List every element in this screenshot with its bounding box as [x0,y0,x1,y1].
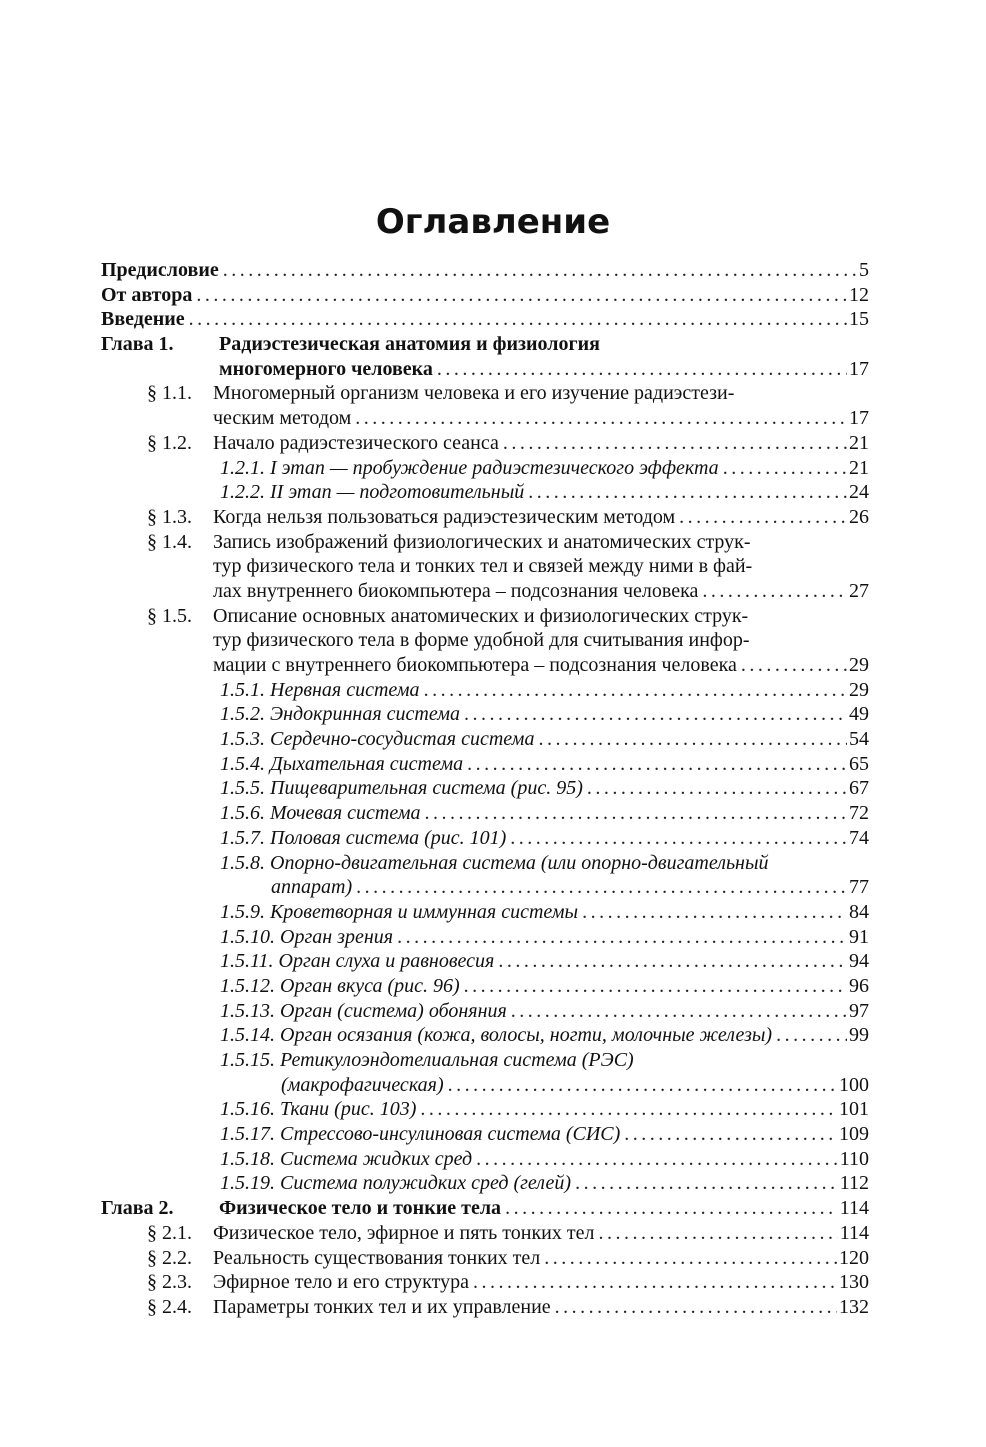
page-number: 17 [849,407,869,430]
entry-title: Эфирное тело и его структура [213,1271,469,1294]
dot-leader [575,1171,838,1196]
toc-line [101,554,869,579]
toc-entry[interactable] [101,480,869,505]
entry-text [220,678,869,703]
toc-line [101,875,869,900]
toc-line [101,974,869,999]
toc-line [101,702,869,727]
entry-text [220,900,869,925]
toc-entry[interactable] [101,801,869,826]
toc-line [101,801,869,826]
entry-text [220,999,869,1024]
toc-line [101,826,869,851]
page-title: Оглавление [375,202,611,242]
table-of-contents [101,258,869,1320]
toc-line [101,357,869,382]
dot-leader [437,357,847,382]
entry-text [213,1246,869,1271]
toc-entry[interactable] [101,1171,869,1196]
entry-title: 1.5.11. Орган слуха и равновесия [220,950,495,973]
entry-number: Глава 2. [101,1197,174,1220]
toc-line [101,258,869,283]
entry-title: лах внутреннего биокомпьютера – подсознания человека [213,579,699,602]
page-number: 114 [839,1197,869,1220]
entry-title: аппарат) [271,876,353,899]
entry-title: 1.5.5. Пищеварительная система (рис. 95) [220,777,583,800]
entry-text [219,1196,869,1221]
toc-entry[interactable] [101,1023,869,1048]
entry-text [213,431,869,456]
entry-title: 1.5.13. Орган (система) обоняния [220,999,507,1022]
entry-title: Физическое тело, эфирное и пять тонких тел [213,1221,595,1244]
toc-line [101,332,869,357]
toc-line [101,505,869,530]
toc-line [101,678,869,703]
dot-leader [587,776,847,801]
page-number: 24 [849,481,869,504]
page-number: 65 [849,752,869,775]
page-number: 27 [849,579,869,602]
toc-entry[interactable] [101,431,869,456]
entry-title: 1.2.2. II этап — подготовительный [220,481,525,504]
entry-text [220,1171,869,1196]
dot-leader [189,307,847,332]
toc-entry[interactable] [101,1048,869,1097]
toc-line [101,1023,869,1048]
toc-line [101,307,869,332]
page-number: 91 [849,925,869,948]
dot-leader [544,1246,837,1271]
page-number: 26 [849,505,869,528]
entry-title: 1.5.9. Кроветворная и иммунная системы [220,900,579,923]
entry-text [220,1023,869,1048]
toc-line [101,1246,869,1271]
toc-entry[interactable] [101,1221,869,1246]
dot-leader [511,999,847,1024]
page-number: 110 [839,1147,869,1170]
dot-leader [503,431,847,456]
dot-leader [510,826,847,851]
entry-number: § 1.5. [147,604,192,627]
toc-entry[interactable] [101,752,869,777]
page-number: 54 [849,728,869,751]
toc-line [101,480,869,505]
page-number: 96 [849,974,869,997]
toc-entry[interactable] [101,999,869,1024]
toc-entry[interactable] [101,381,869,430]
entry-text [213,653,869,678]
entry-title: 1.5.17. Стрессово-инсулиновая система (СИС) [220,1123,621,1146]
entry-text [220,776,869,801]
entry-title: 1.5.10. Орган зрения [220,925,394,948]
toc-line [101,1097,869,1122]
entry-number: § 1.2. [147,431,192,454]
toc-entry[interactable] [101,1097,869,1122]
page-number: 132 [839,1295,869,1318]
toc-line [101,900,869,925]
toc-entry[interactable] [101,1196,869,1221]
dot-leader [397,925,847,950]
toc-entry[interactable] [101,604,869,678]
dot-leader [448,1073,837,1098]
entry-title: Многомерный организм человека и его изучение радиэстези- [213,382,735,405]
toc-line [101,653,869,678]
entry-text [101,307,869,332]
entry-title: мации с внутреннего биокомпьютера – подсознания человека [213,654,737,676]
dot-leader [555,1295,837,1320]
entry-text [220,826,869,851]
entry-text [101,258,869,283]
entry-number: § 2.3. [147,1271,192,1294]
toc-line [101,851,869,876]
entry-number: § 2.1. [147,1221,192,1244]
toc-line [101,431,869,456]
entry-title: Начало радиэстезического сеанса [213,431,499,454]
entry-number: § 2.4. [147,1295,192,1318]
toc-entry[interactable] [101,925,869,950]
toc-entry[interactable] [101,1122,869,1147]
dot-leader [723,456,847,481]
page-number: 112 [839,1172,869,1195]
entry-title: 1.5.18. Система жидких сред [220,1147,473,1170]
entry-title: 1.5.14. Орган осязания (кожа, волосы, ногти, молочные железы) [220,1024,773,1047]
toc-line [101,1048,869,1073]
entry-title: Введение [101,308,185,331]
page-number: 99 [849,1024,869,1047]
entry-title: 1.2.1. I этап — пробуждение радиэстезического эффекта [220,456,719,479]
entry-title: 1.5.1. Нервная система [220,678,420,701]
entry-number: § 2.2. [147,1246,192,1269]
page-number: 84 [849,900,869,923]
entry-text [213,505,869,530]
toc-entry[interactable] [101,456,869,481]
entry-title: 1.5.2. Эндокринная система [220,703,460,726]
dot-leader [776,1023,847,1048]
dot-leader [741,653,847,678]
toc-entry[interactable] [101,727,869,752]
toc-line [101,604,869,629]
toc-entry[interactable] [101,678,869,703]
dot-leader [624,1122,837,1147]
entry-title: От автора [101,283,193,306]
page-number: 17 [849,357,869,380]
dot-leader [476,1147,838,1172]
entry-title: 1.5.15. Ретикулоэндотелиальная система (РЭС) [220,1049,634,1071]
toc-entry[interactable] [101,1270,869,1295]
toc-line [101,406,869,431]
dot-leader [424,678,847,703]
toc-entry[interactable] [101,283,869,308]
dot-leader [467,752,847,777]
toc-entry[interactable] [101,307,869,332]
toc-line [101,925,869,950]
entry-text [213,406,869,431]
entry-title: Описание основных анатомических и физиологических струк- [213,604,749,627]
page-number: 5 [859,259,869,281]
entry-title: тур физического тела и тонких тел и связей между ними в фай- [213,555,753,578]
entry-title: 1.5.8. Опорно-двигательная система (или опорно-двигательный [220,851,769,874]
toc-entry[interactable] [101,826,869,851]
page-number: 77 [849,876,869,899]
page-number: 109 [839,1123,869,1146]
dot-leader [464,702,847,727]
entry-title: (макрофагическая) [281,1073,444,1096]
toc-entry[interactable] [101,702,869,727]
entry-title: 1.5.16. Ткани (рис. 103) [220,1098,417,1121]
entry-text [213,1270,869,1295]
toc-line [101,776,869,801]
dot-leader [420,1097,837,1122]
entry-text [220,974,869,999]
entry-title: Физическое тело и тонкие тела [219,1197,502,1220]
toc-line [101,1270,869,1295]
toc-entry[interactable] [101,851,869,900]
page-number: 29 [849,654,869,676]
dot-leader [679,505,847,530]
entry-title: ческим методом [213,407,352,430]
dot-leader [498,949,847,974]
entry-text [220,1122,869,1147]
dot-leader [196,283,847,308]
dot-leader [424,801,847,826]
toc-line [101,628,869,653]
page-number: 120 [839,1246,869,1269]
toc-line [101,1147,869,1172]
entry-text [281,1073,869,1098]
entry-text [220,752,869,777]
page-number: 72 [849,802,869,825]
entry-text [220,1147,869,1172]
page-number: 67 [849,777,869,800]
entry-text [219,357,869,382]
toc-entry[interactable] [101,974,869,999]
page-number: 94 [849,950,869,973]
toc-line [101,1295,869,1320]
toc-line [101,456,869,481]
toc-entry[interactable] [101,776,869,801]
entry-number: § 1.1. [147,382,192,405]
entry-number: § 1.3. [147,505,192,528]
entry-number: § 1.4. [147,530,192,553]
page-number: 21 [849,456,869,479]
entry-title: Когда нельзя пользоваться радиэстезическим методом [213,505,676,528]
page-number: 15 [849,308,869,331]
entry-text [101,283,869,308]
entry-title: Радиэстезическая анатомия и физиология [219,333,600,356]
entry-text [271,875,869,900]
dot-leader [473,1270,837,1295]
page-number: 74 [849,826,869,849]
toc-line [101,1073,869,1098]
dot-leader [223,258,857,283]
toc-line [101,999,869,1024]
page-number: 29 [849,678,869,701]
entry-text [220,801,869,826]
dot-leader [356,875,847,900]
toc-line [101,579,869,604]
toc-entry[interactable] [101,505,869,530]
entry-text [213,1221,869,1246]
dot-leader [582,900,847,925]
page-number: 12 [849,283,869,306]
entry-number: Глава 1. [101,333,174,356]
toc-entry[interactable] [101,1295,869,1320]
entry-text [220,702,869,727]
dot-leader [702,579,847,604]
toc-entry[interactable] [101,1246,869,1271]
toc-line [101,1171,869,1196]
page-number: 130 [839,1271,869,1294]
entry-title: Предисловие [101,259,219,281]
dot-leader [528,480,847,505]
page-number: 100 [839,1073,869,1096]
entry-title: 1.5.19. Система полужидких сред (гелей) [220,1172,572,1195]
toc-line [101,1221,869,1246]
entry-text [213,579,869,604]
dot-leader [538,727,847,752]
toc-entry[interactable] [101,258,869,283]
entry-title: Запись изображений физиологических и анатомических струк- [213,530,751,553]
toc-line [101,949,869,974]
toc-entry[interactable] [101,900,869,925]
entry-title: 1.5.12. Орган вкуса (рис. 96) [220,974,460,997]
dot-leader [464,974,847,999]
entry-text [220,480,869,505]
entry-title: Реальность существования тонких тел [213,1246,541,1269]
entry-title: Параметры тонких тел и их управление [213,1295,551,1318]
toc-line [101,727,869,752]
dot-leader [598,1221,837,1246]
dot-leader [355,406,847,431]
entry-text [220,456,869,481]
entry-text [220,925,869,950]
entry-text [220,727,869,752]
entry-text [220,1097,869,1122]
toc-entry[interactable] [101,530,869,604]
toc-line [101,1196,869,1221]
toc-line [101,381,869,406]
page-number: 49 [849,703,869,726]
page-number: 114 [839,1221,869,1244]
page-number: 101 [839,1098,869,1121]
toc-line [101,1122,869,1147]
page-number: 21 [849,431,869,454]
entry-title: 1.5.6. Мочевая система [220,802,421,825]
toc-line [101,283,869,308]
entry-title: многомерного человека [219,357,433,380]
entry-title: тур физического тела в форме удобной для считывания инфор- [213,629,750,652]
toc-entry[interactable] [101,1147,869,1172]
entry-title: 1.5.3. Сердечно-сосудистая система [220,728,535,751]
toc-entry[interactable] [101,332,869,381]
entry-title: 1.5.7. Половая система (рис. 101) [220,826,507,849]
toc-line [101,530,869,555]
entry-text [213,1295,869,1320]
toc-entry[interactable] [101,949,869,974]
toc-line [101,752,869,777]
entry-text [220,949,869,974]
dot-leader [505,1196,838,1221]
entry-title: 1.5.4. Дыхательная система [220,752,464,775]
page-number: 97 [849,999,869,1022]
